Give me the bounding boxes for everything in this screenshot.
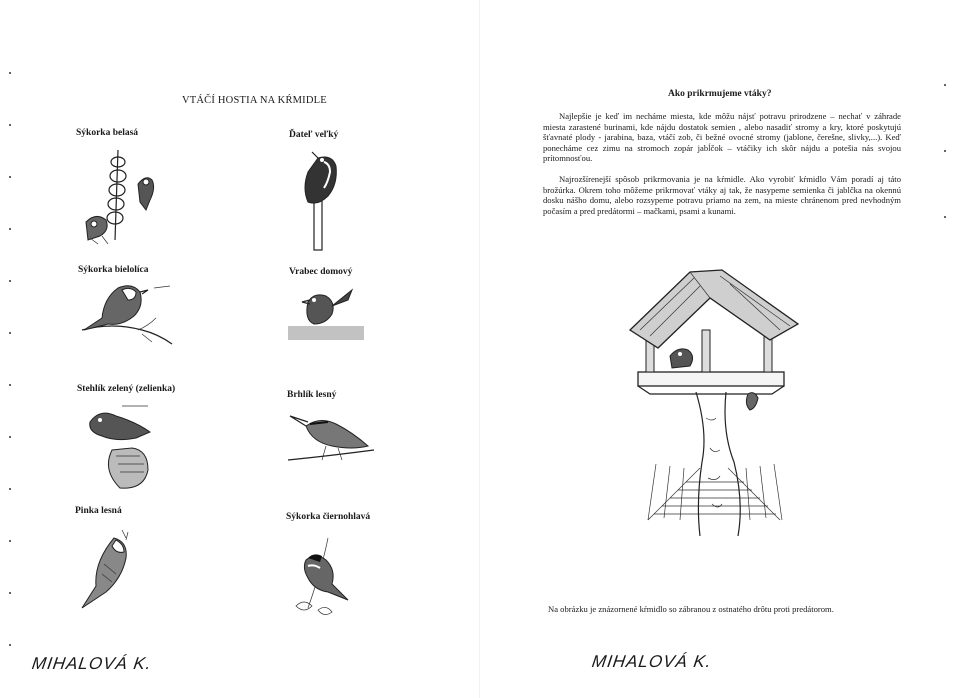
bird-label-sykorka-belasa: Sýkorka belasá	[76, 128, 139, 138]
bird-label-vrabec-domovy: Vrabec domový	[289, 267, 353, 277]
binding-mark	[9, 540, 11, 542]
binding-mark	[9, 436, 11, 438]
binding-mark	[9, 72, 11, 74]
binding-mark	[9, 644, 11, 646]
paragraph-2: Najrozšírenejší spôsob prikrmovania je na kŕmidle. Ako vyrobiť kŕmidlo Vám poradí aj táto brožúrka. Okrem toho môžeme prikrmovať vtáky aj tak, že nasypeme semienka či jablčka na okennú dosku nášho domu, alebo rozsypeme potravu priamo na zem, na mieste chránenom pred nevhodným počasím a pred predátormi – mačkami, psami a kunami.	[543, 174, 901, 216]
binding-mark	[944, 216, 946, 218]
paragraph-1: Najlepšie je keď im necháme miesta, kde môžu nájsť potravu prirodzene – nechať v záhrade miesta zarastené burinami, kde nájdu dostatok semien , alebo nasadiť stromy a kry, ktoré poskytujú šťavnaté plody - jarabina, baza, vtáčí zob, či bežné ovocné stromy (jablone, čerešne, slivky,...). Keď ponecháme cez zimu na stromoch zopár jabĺčok – vtáčiky ich skôr nájdu a potešia nás svojou prítomnosťou.	[543, 111, 901, 164]
bird-label-datel-velky: Ďateľ veľký	[289, 130, 339, 140]
illustration-caption: Na obrázku je znázornené kŕmidlo so zábranou z ostnatého drôtu proti predátorom.	[548, 604, 834, 614]
bird-feeder-illustration	[630, 268, 800, 540]
binding-mark	[9, 280, 11, 282]
bird-label-pinka-lesna: Pinka lesná	[75, 506, 122, 516]
woodpecker-illustration	[288, 148, 348, 252]
bird-label-brhlik-lesny: Brhlík lesný	[287, 390, 337, 400]
binding-mark	[9, 384, 11, 386]
house-sparrow-illustration	[288, 282, 364, 342]
binding-mark	[944, 84, 946, 86]
binding-mark	[9, 488, 11, 490]
binding-mark	[9, 124, 11, 126]
bird-label-sykorka-ciernohlava: Sýkorka čiernohlavá	[286, 512, 371, 522]
page-title: VTÁČÍ HOSTIA NA KŔMIDLE	[182, 95, 327, 106]
binding-mark	[9, 332, 11, 334]
blue-tit-illustration	[80, 148, 160, 248]
signature-left: MIHALOVÁ K.	[30, 654, 154, 673]
binding-mark	[9, 228, 11, 230]
nuthatch-illustration	[286, 406, 376, 466]
chaffinch-illustration	[74, 524, 144, 610]
binding-mark	[9, 176, 11, 178]
greenfinch-illustration	[82, 400, 164, 490]
signature-right: MIHALOVÁ K.	[590, 652, 714, 671]
section-heading: Ako prikrmujeme vtáky?	[668, 89, 772, 99]
bird-label-stehlik-zeleny: Stehlík zelený (zelienka)	[77, 384, 176, 394]
binding-mark	[9, 592, 11, 594]
great-tit-illustration	[78, 278, 178, 348]
bird-label-sykorka-bielolica: Sýkorka bielolíca	[78, 265, 149, 275]
marsh-tit-illustration	[288, 538, 358, 616]
binding-mark	[944, 150, 946, 152]
